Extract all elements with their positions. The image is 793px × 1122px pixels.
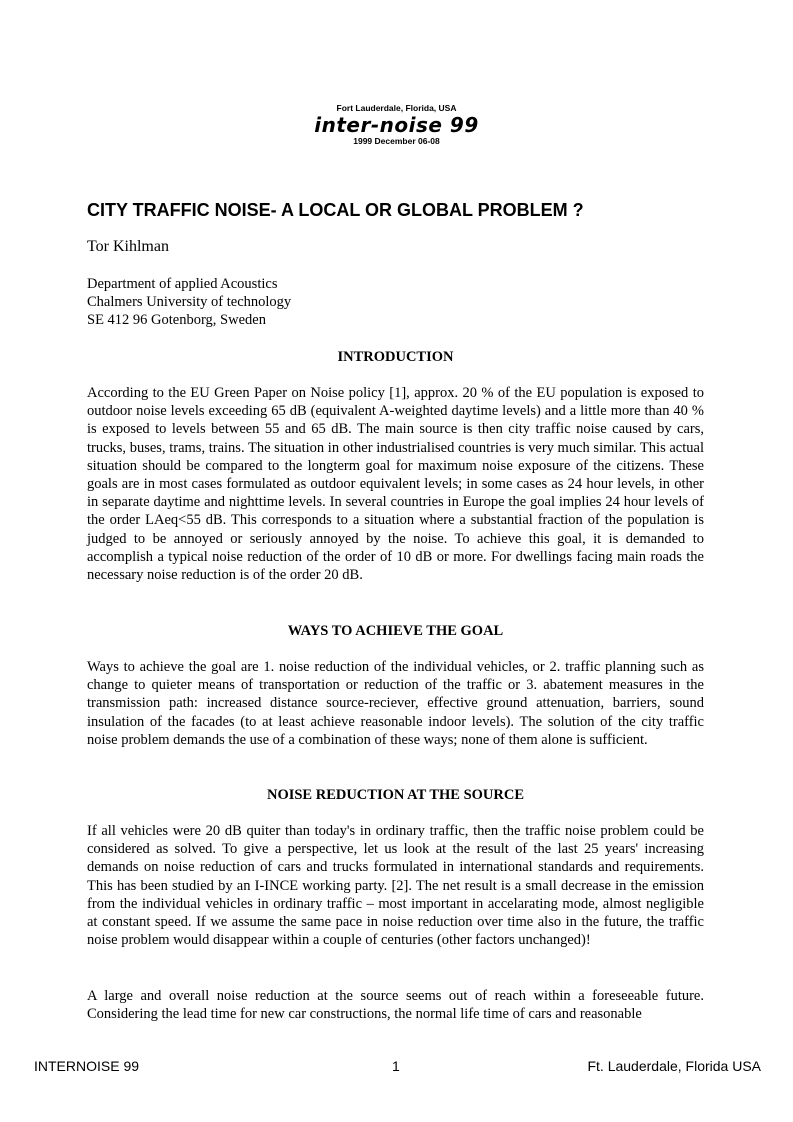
- page-number: 1: [392, 1058, 400, 1074]
- paragraph-source-1: If all vehicles were 20 dB quiter than today's in ordinary traffic, then the traffic noise problem could be considered as solved. To give a perspective, let us look at the result of the last 25 years' increasing demands on noise reduction of cars and trucks formulated in international standards and requirements. This has been studied by an I-INCE working party. [2]. The net result is a small decrease in the emission from the individual vehicles in ordinary traffic – most important in accelarating mode, almost negligible at constant speed. If we assume the same pace in noise reduction over time also in the future, the traffic noise problem would disappear within a couple of centuries (other factors unchanged)!: [87, 823, 704, 949]
- author-name: Tor Kihlman: [87, 238, 169, 255]
- conference-dates: 1999 December 06-08: [353, 136, 440, 146]
- footer-location: Ft. Lauderdale, Florida USA: [587, 1058, 761, 1074]
- paragraph-introduction: According to the EU Green Paper on Noise policy [1], approx. 20 % of the EU population is exposed to outdoor noise levels exceeding 65 dB (equivalent A-weighted daytime levels) and a little more than 40 % is exposed to levels between 55 and 65 dB. The main source is then city traffic noise caused by cars, trucks, buses, trams, trains. The situation in other industrialised countries is very much similar. This actual situation should be compared to the longterm goal for maximum noise exposure of the citizens. These goals are in most cases formulated as outdoor equivalent levels; in some cases as 24 hour levels, in other in separate daytime and nighttime levels. In several countries in Europe the goal implies 24 hour levels of the order LAeq<55 dB. This corresponds to a situation where a substantial fraction of the population is judged to be annoyed or seriously annoyed by the noise. To achieve this goal, it is demanded to accomplish a typical noise reduction of the order of 10 dB or more. For dwellings facing main roads the necessary noise reduction is of the order 20 dB.: [87, 385, 704, 584]
- section-heading-ways: WAYS TO ACHIEVE THE GOAL: [287, 623, 504, 639]
- affiliation-line: Department of applied Acoustics: [87, 276, 278, 292]
- affiliation-line: Chalmers University of technology: [87, 294, 292, 310]
- conference-location: Fort Lauderdale, Florida, USA: [336, 103, 457, 113]
- paper-title: CITY TRAFFIC NOISE- A LOCAL OR GLOBAL PROBLEM ?: [87, 200, 584, 220]
- conference-logo: inter-noise 99: [314, 113, 479, 137]
- conference-header: [0, 103, 793, 147]
- author-affiliation: [87, 275, 291, 329]
- footer-conference: INTERNOISE 99: [34, 1058, 140, 1074]
- section-heading-introduction: INTRODUCTION: [337, 349, 454, 365]
- paragraph-ways: Ways to achieve the goal are 1. noise reduction of the individual vehicles, or 2. traffic planning such as change to quieter means of transportation or reduction of the traffic or 3. abatement measures in the transmission path: increased distance source-reciever, effective ground attenuation, barriers, sound insulation of the facades (to at least achieve reasonable indoor levels). The solution of the city traffic noise problem demands the use of a combination of these ways; none of them alone is sufficient.: [87, 659, 704, 748]
- affiliation-line: SE 412 96 Gotenborg, Sweden: [87, 312, 266, 328]
- section-heading-source: NOISE REDUCTION AT THE SOURCE: [266, 787, 525, 803]
- paragraph-source-2: A large and overall noise reduction at the source seems out of reach within a foreseeable future. Considering the lead time for new car constructions, the normal life time of cars and reasonable: [87, 988, 704, 1023]
